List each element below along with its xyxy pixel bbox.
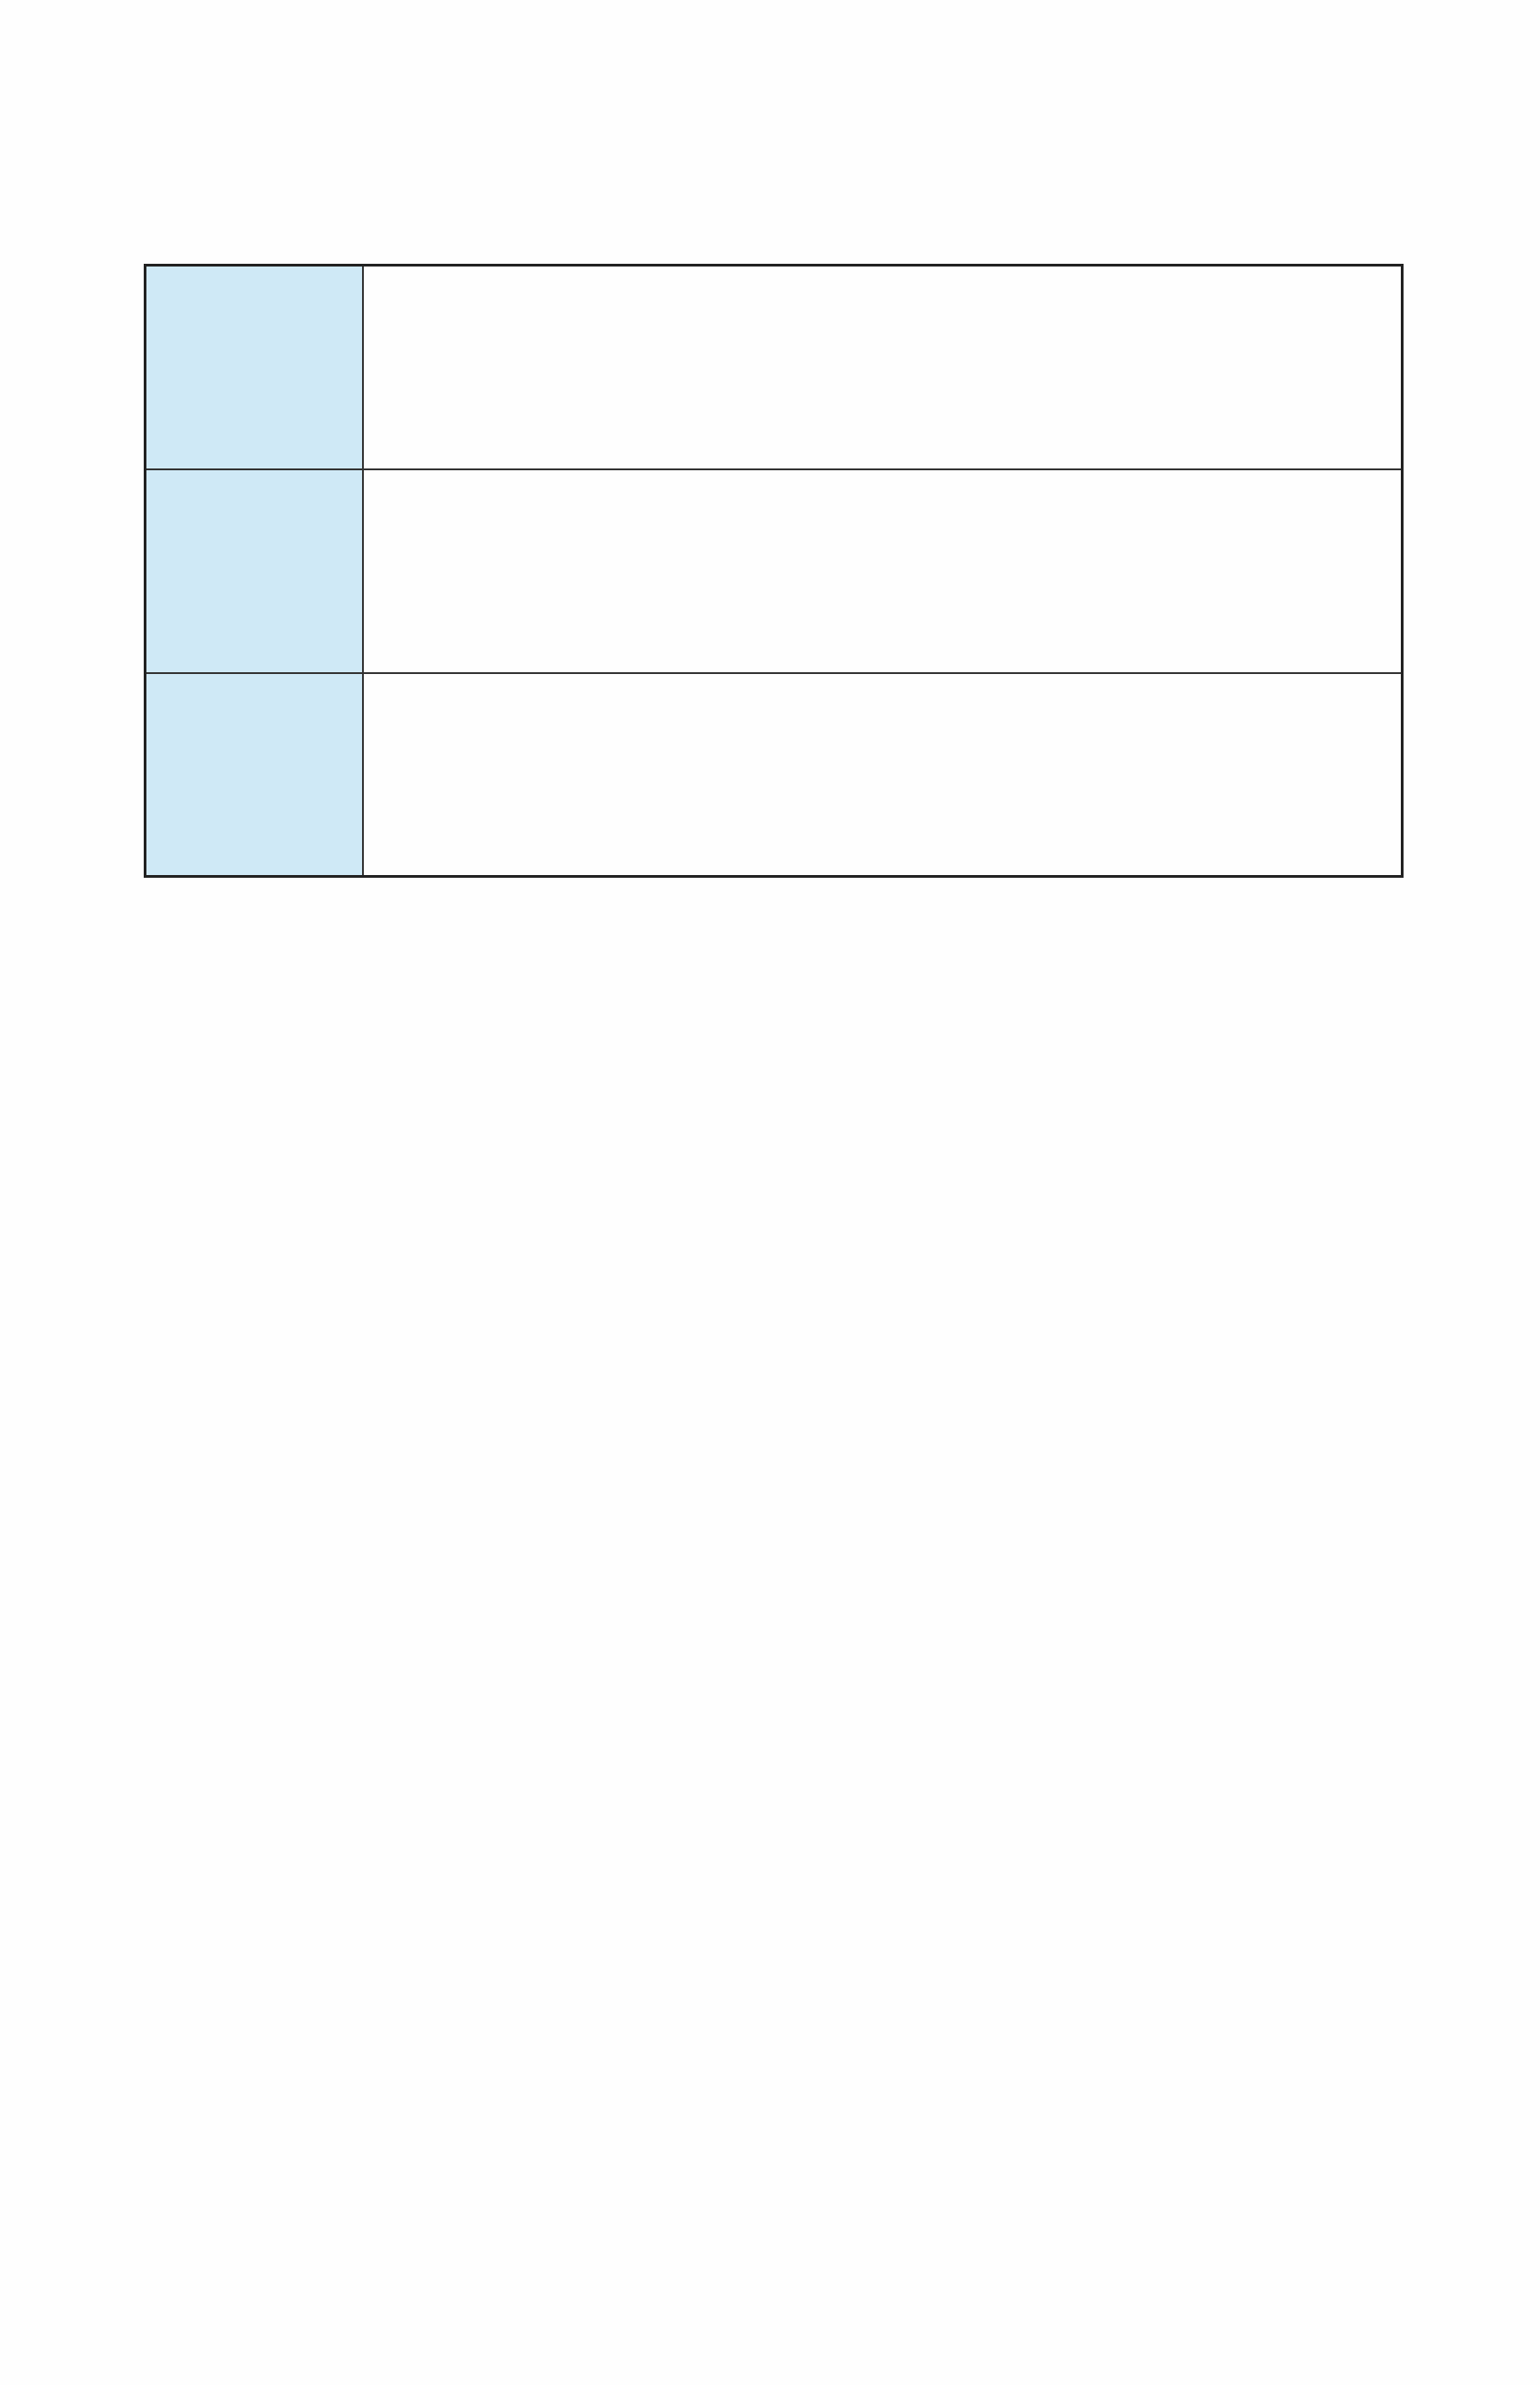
row-body	[363, 673, 1403, 877]
row-head	[146, 266, 364, 469]
table-row	[146, 469, 1403, 673]
question-1	[209, 899, 240, 957]
table-row	[146, 266, 1403, 469]
question-2	[209, 1088, 240, 1146]
row-body	[363, 469, 1403, 673]
row-head	[146, 469, 364, 673]
question-3	[209, 1537, 240, 1595]
row-head	[146, 673, 364, 877]
tools-table	[144, 264, 1404, 878]
row-body	[363, 266, 1403, 469]
table-row	[146, 673, 1403, 877]
